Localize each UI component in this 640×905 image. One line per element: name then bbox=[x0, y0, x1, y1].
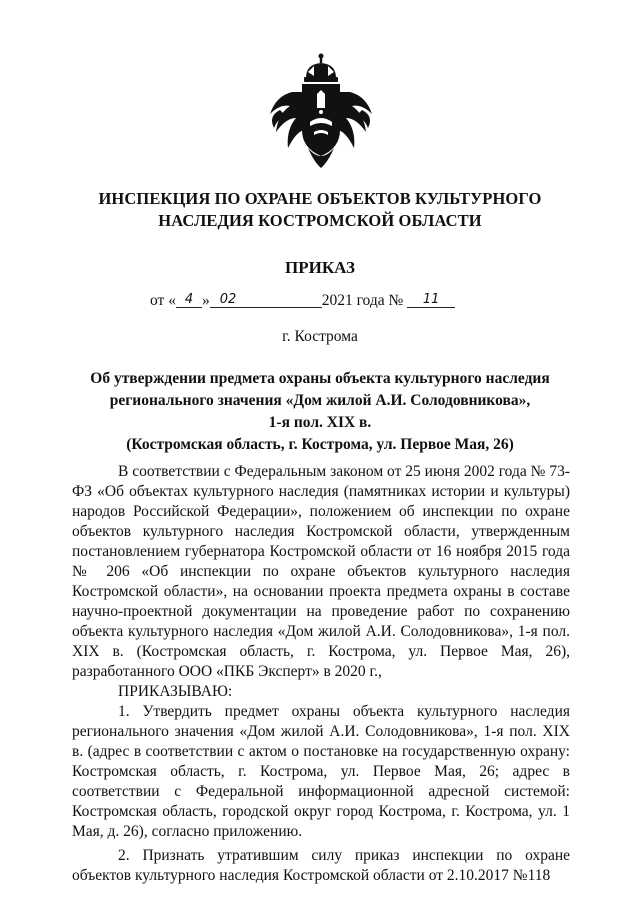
preamble-paragraph: В соответствии с Федеральным законом от 25 июня 2002 года № 73-ФЗ «Об объектах культурного наследия (памятниках истории и культуры) народов Российской Федерации», положением об инспекции по охране объектов культурного наследия Костромской области, утвержденным постановлением губернатора Костромской области от 16 ноября 2015 года № 206 «Об инспекции по охране объектов культурного наследия Костромской области», на основании проекта предмета охраны в составе научно-проектной документации на проведение работ по сохранению объекта культурного наследия «Дом жилой А.И. Солодовникова», 1-я пол. XIX в. (Костромская область, г. Кострома, ул. Первое Мая, 26), разработанного ООО «ПКБ Эксперт» в 2020 г., bbox=[72, 463, 570, 680]
order-item-1: 1. Утвердить предмет охраны объекта культурного наследия регионального значения «Дом жилой А.И. Солодовникова», 1-я пол. XIX в. (адрес в соответствии с актом о постановке на государственную охрану: Костромская область, г. Кострома, ул. Первое Мая, 26; адрес в соответствии с Федеральной информационной адресной системой: Костромская область, городской округ город Кострома, г. Кострома, ул. 1 Мая, д. 26), согласно приложению. bbox=[72, 703, 570, 840]
agency-name bbox=[60, 188, 580, 232]
order-item-2: 2. Признать утратившим силу приказ инспекции по охране объектов культурного наследия Костромской области от 2.10.2017 №118 bbox=[72, 847, 570, 884]
kostroma-coat-of-arms-icon bbox=[262, 52, 380, 170]
agency-name-line1: ИНСПЕКЦИЯ ПО ОХРАНЕ ОБЪЕКТОВ КУЛЬТУРНОГО bbox=[98, 189, 542, 208]
order-date-line bbox=[150, 292, 455, 310]
order-number: 11 bbox=[407, 293, 455, 308]
order-month: 02 bbox=[210, 293, 322, 308]
subject-line3: 1-я пол. XIX в. bbox=[268, 414, 372, 431]
order-body bbox=[72, 462, 570, 886]
order-subject bbox=[70, 368, 570, 456]
order-city: г. Кострома bbox=[282, 328, 358, 345]
date-close-quote: » bbox=[201, 292, 210, 309]
subject-line4: (Костромская область, г. Кострома, ул. Первое Мая, 26) bbox=[126, 436, 514, 453]
agency-name-line2: НАСЛЕДИЯ КОСТРОМСКОЙ ОБЛАСТИ bbox=[158, 211, 482, 230]
date-prefix: от « bbox=[150, 292, 176, 309]
command-word: ПРИКАЗЫВАЮ: bbox=[118, 683, 233, 700]
subject-line1: Об утверждении предмета охраны объекта культурного наследия bbox=[90, 370, 550, 387]
order-year: 2021 года № bbox=[321, 292, 404, 309]
order-day: 4 bbox=[176, 293, 202, 308]
subject-line2: регионального значения «Дом жилой А.И. Солодовникова», bbox=[109, 392, 531, 409]
order-title: ПРИКАЗ bbox=[285, 258, 355, 277]
